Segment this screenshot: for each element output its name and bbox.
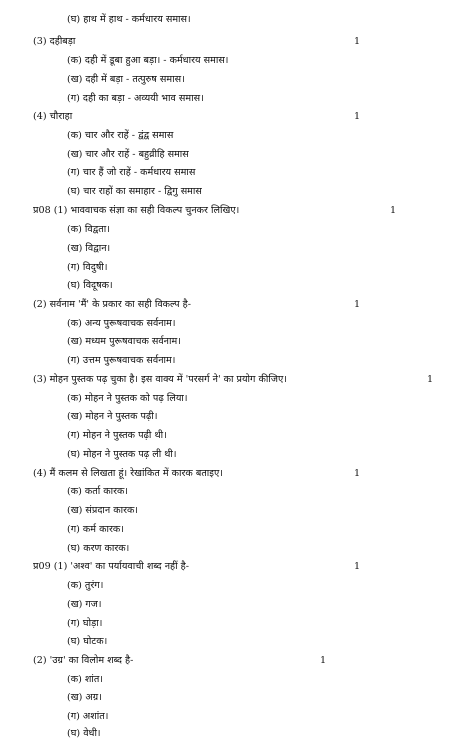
question-9-1: प्र09 (1) 'अश्व' का पर्यायवाची शब्द नहीं है- — [33, 561, 189, 572]
option-line: (ग) चार हैं जो राहें - कर्मधारय समास — [67, 167, 196, 178]
marks-label: 1 — [354, 561, 361, 572]
marks-label: 1 — [427, 374, 434, 385]
question-8-4: (4) मैं कलम से लिखता हूं। रेखांकित में कारक बताइए। — [33, 468, 223, 479]
option-line: (ग) दही का बड़ा - अव्ययी भाव समास। — [67, 93, 204, 104]
marks-label: 1 — [354, 111, 361, 122]
marks-label: 1 — [320, 655, 327, 666]
option-line: (ग) अशांत। — [67, 711, 109, 722]
line-opt-gh-hath: (घ) हाथ में हाथ - कर्मधारय समास। — [67, 14, 191, 25]
question-8-3: (3) मोहन पुस्तक पढ़ चुका है। इस वाक्य में 'परसर्ग ने' का प्रयोग कीजिए। — [33, 374, 287, 385]
option-line: (ख) मोहन ने पुस्तक पढ़ी। — [67, 411, 158, 422]
option-line: (घ) चार राहों का समाहार - द्विगु समास — [67, 186, 202, 197]
option-line: (ग) कर्म कारक। — [67, 524, 124, 535]
option-line: (क) चार और राहें - द्वंद्व समास — [67, 130, 174, 141]
option-line: (ख) दही में बड़ा - तत्पुरुष समास। — [67, 74, 185, 85]
option-line: (क) विद्वता। — [67, 224, 110, 235]
option-line: (क) अन्य पुरूषवाचक सर्वनाम। — [67, 318, 176, 329]
option-line: (ग) घोड़ा। — [67, 618, 103, 629]
option-line: (ग) उत्तम पुरूषवाचक सर्वनाम। — [67, 355, 176, 366]
option-line: (ख) विद्वान। — [67, 243, 111, 254]
option-line: (घ) करण कारक। — [67, 543, 130, 554]
option-line: (घ) मोहन ने पुस्तक पढ़ ली थी। — [67, 449, 177, 460]
option-line: (क) शांत। — [67, 674, 104, 685]
option-line: (घ) विदूषक। — [67, 280, 113, 291]
question-3-dahibada: (3) दहीबड़ा — [33, 36, 76, 47]
marks-label: 1 — [354, 468, 361, 479]
option-line: (क) तुरंग। — [67, 580, 104, 591]
marks-label: 1 — [390, 205, 397, 216]
option-line: (ग) मोहन ने पुस्तक पढ़ी थी। — [67, 430, 167, 441]
option-line: (घ) घोटक। — [67, 636, 108, 647]
question-8-2: (2) सर्वनाम 'मैं' के प्रकार का सही विकल्प है- — [33, 299, 191, 310]
marks-label: 1 — [354, 299, 361, 310]
option-line: (ख) चार और राहें - बहुव्रीहि समास — [67, 149, 189, 160]
marks-label: 1 — [354, 36, 361, 47]
option-line: (ख) अग्र। — [67, 692, 102, 703]
question-8-1: प्र08 (1) भाववाचक संज्ञा का सही विकल्प चुनकर लिखिए। — [33, 205, 240, 216]
question-4-chauraha: (4) चौराहा — [33, 111, 73, 122]
option-line: (क) मोहन ने पुस्तक को पढ़ लिया। — [67, 393, 188, 404]
option-line: (क) दही में डूबा हुआ बड़ा। - कर्मधारय समास। — [67, 55, 229, 66]
question-9-2: (2) 'उग्र' का विलोम शब्द है- — [33, 655, 134, 666]
option-line: (क) कर्ता कारक। — [67, 486, 129, 497]
option-line: (ख) मध्यम पुरूषवाचक सर्वनाम। — [67, 336, 181, 347]
option-line: (घ) वेधी। — [67, 728, 101, 739]
option-line: (ख) संप्रदान कारक। — [67, 505, 139, 516]
option-line: (ग) विदुषी। — [67, 262, 108, 273]
option-line: (ख) गज। — [67, 599, 102, 610]
